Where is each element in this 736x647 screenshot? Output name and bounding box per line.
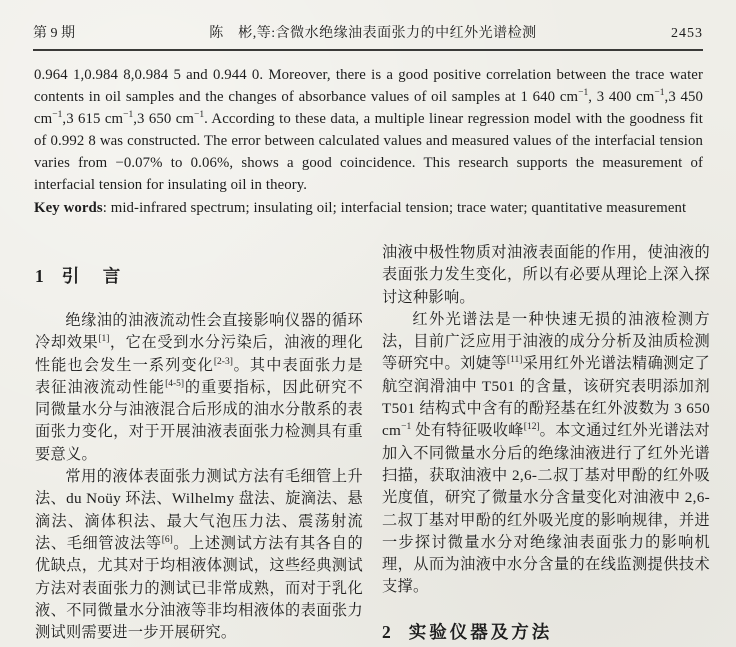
body-paragraph: 红外光谱法是一种快速无损的油液检测方法，目前广泛应用于油液的成分分析及油质检测等研究中。刘婕等[11]采用红外光谱法精确测定了航空润滑油中 T501 的含量，该研究表明添加剂 T501 结构式中含有的酚羟基在红外波数为 3 650 $cm^{-1}$ 处有特征吸收峰[12]。本文通过红外光谱法对加入不同微量水分后的绝缘油液进行了红外光谱扫描，获取油液中 2,6-二叔丁基对甲酚的红外吸光度值，研究了微量水分含量变化对油液中 2,6-二叔丁基对甲酚的红外吸光度的影响规律，并进一步探讨微量水分对绝缘油表面张力的影响机理，从而为油液中水分含量的在线监测提供技术支撑。 [382,310,710,596]
page-number-label: 2453 [671,26,703,41]
reference-superscript: [12] [523,422,540,433]
reference-superscript: [2-3] [213,356,233,367]
column-left [35,240,363,644]
section-heading [382,620,710,645]
keywords-separator: : [102,199,111,216]
running-title: 陈 彬,等:含微水绝缘油表面张力的中红外光谱检测 [209,26,537,41]
reference-superscript: −1 [194,110,205,121]
keywords-text: mid-infrared spectrum; insulating oil; interfacial tension; trace water; quantitative measurement [110,199,687,216]
reference-superscript: [1] [98,334,110,345]
section-title: 引 言 [61,266,124,286]
abstract-section [34,64,703,219]
body-paragraph: 常用的液体表面张力测试方法有毛细管上升法、du Noüy 环法、Wilhelmy 盘法、旋滴法、悬滴法、滴体积法、最大气泡压力法、震荡射流法、毛细管波法等[6]。上述测试方法有其各自的优缺点，尤其对于均相液体测试，这些经典测试方法对表面张力的测试已非常成熟，而对于乳化液、不同微量水分油液等非均相液体的表面张力测试则需要进一步开展研究。 [35,468,363,642]
section-heading [35,264,363,289]
body-paragraph: 油液中极性物质对油液表面能的作用，使油液的表面张力发生变化，所以有必要从理论上深入探讨这种影响。 [382,244,710,306]
abstract-paragraph: 0.964 1,0.984 8,0.984 5 and 0.944 0. Moreover, there is a good positive correlation between the trace water contents in oil samples and the changes of absorbance values of oil samples at 1 640 $cm^{-1}$, 3 400 $cm^{-1},3$ 450 $cm^{-1},3$ 615 $cm^{-1},3$ 650 $cm^{-1}$. According to these data, a multiple linear regression model with the goodness fit of 0.992 8 was constructed. The error between calculated values and measured values of the interfacial tension varies from −0.07% to 0.06%, shows a good coincidence. This research supports the measurement of interfacial tension for insulating oil in theory. [34,67,704,194]
reference-superscript: −1 [123,110,134,121]
body-paragraph: 绝缘油的油液流动性会直接影响仪器的循环冷却效果[1]，它在受到水分污染后，油液的理化性能也会发生一系列变化[2-3]。其中表面张力是表征油液流动性能[4-5]的重要指标，因此研究不同微量水分与油液混合后形成的油水分散系的表面张力变化，对于开展油液表面张力检测具有重要意义。 [35,312,363,463]
section-title: 实验仪器及方法 [408,621,553,642]
reference-superscript: [4-5] [165,378,185,389]
reference-superscript: [6] [161,534,173,545]
page-header [33,0,703,51]
reference-superscript: −1 [52,110,63,121]
keywords-label: Key words [34,199,103,216]
reference-superscript: −1 [401,422,412,433]
column-right [382,242,710,645]
reference-superscript: −1 [578,88,589,99]
reference-superscript: −1 [654,88,665,99]
section-number: 1 [35,266,44,286]
reference-superscript: [11] [507,355,523,366]
journal-issue-label: 第 9 期 [33,26,75,41]
keywords-line [34,197,703,219]
section-number: 2 [382,621,391,642]
